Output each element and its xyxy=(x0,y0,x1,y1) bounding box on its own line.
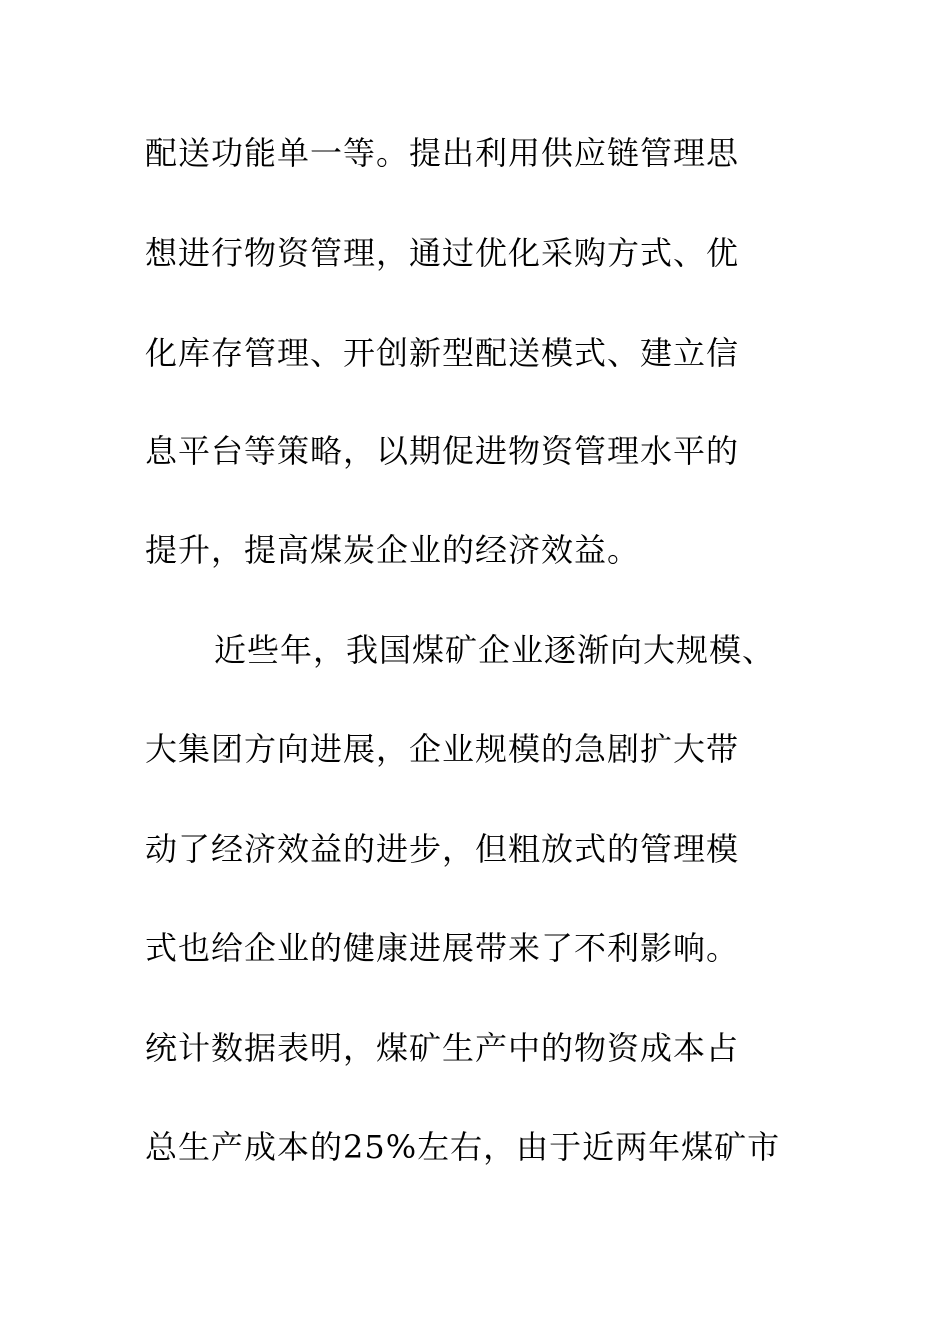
text-line: 想进行物资管理，通过优化采购方式、优 xyxy=(145,234,740,272)
text-line: 总生产成本的25%左右，由于近两年煤矿市 xyxy=(145,1128,781,1166)
text-line: 大集团方向进展，企业规模的急剧扩大带 xyxy=(145,730,740,768)
text-line: 化库存管理、开创新型配送模式、建立信 xyxy=(145,334,740,372)
text-line: 近些年，我国煤矿企业逐渐向大规模、 xyxy=(214,631,776,669)
text-line: 配送功能单一等。提出利用供应链管理思 xyxy=(145,134,740,172)
text-line: 提升，提高煤炭企业的经济效益。 xyxy=(145,531,641,569)
text-line: 息平台等策略，以期促进物资管理水平的 xyxy=(145,432,740,470)
text-line: 式也给企业的健康进展带来了不利影响。 xyxy=(145,929,740,967)
text-line: 统计数据表明，煤矿生产中的物资成本占 xyxy=(145,1029,740,1067)
text-line: 动了经济效益的进步，但粗放式的管理模 xyxy=(145,830,740,868)
